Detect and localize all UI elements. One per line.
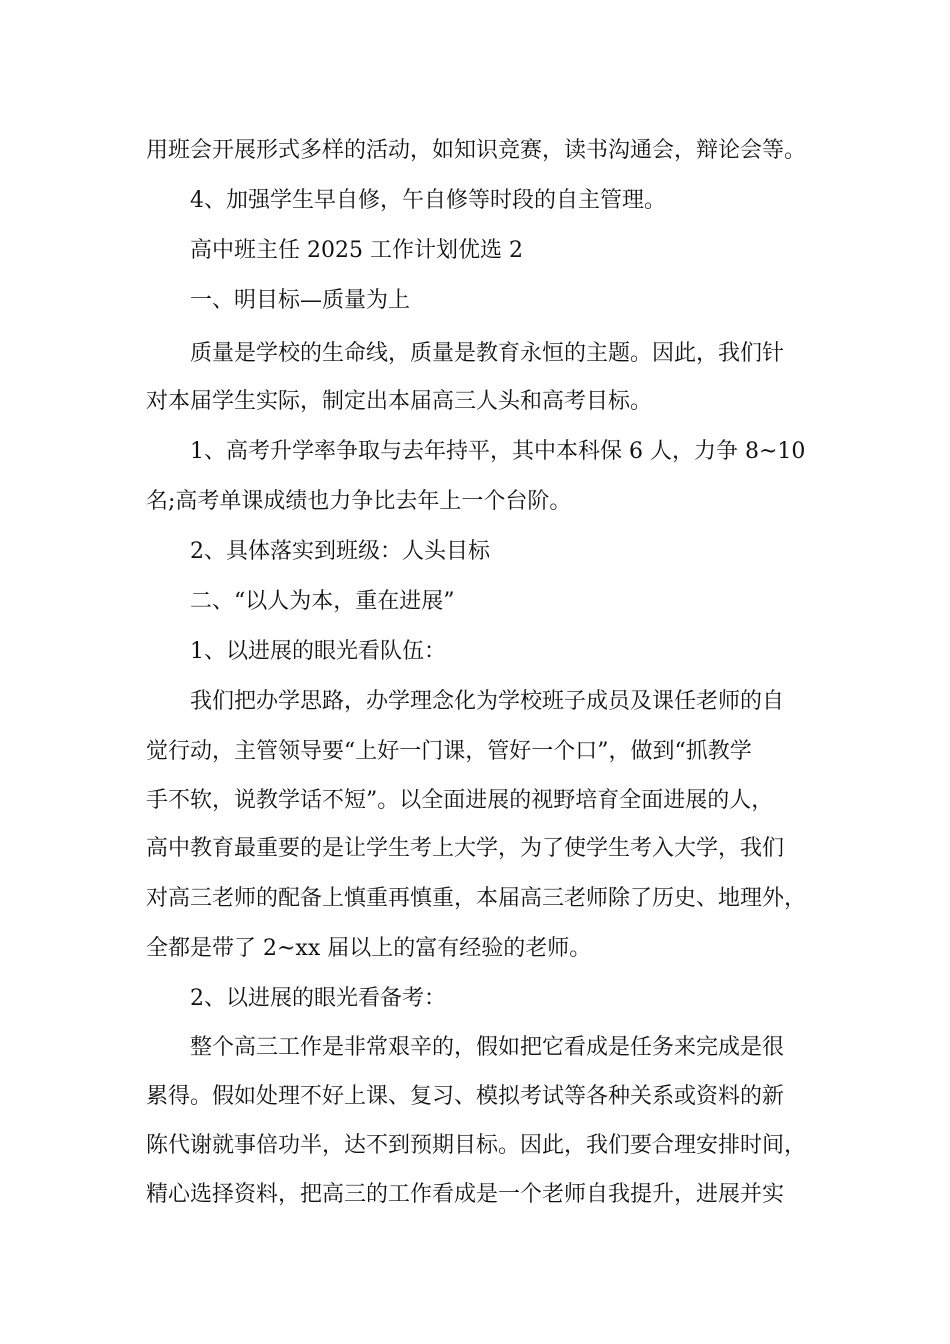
paragraph-line: 对高三老师的配备上慎重再慎重，本届高三老师除了历史、地理外， [146, 886, 807, 911]
paragraph-line: 对本届学生实际，制定出本届高三人头和高考目标。 [146, 389, 653, 414]
paragraph-line: 我们把办学思路，办学理念化为学校班子成员及课任老师的自 [190, 689, 785, 714]
paragraph-line: 手不软，说教学话不短”。以全面进展的视野培育全面进展的人， [146, 788, 774, 813]
paragraph-line: 全都是带了 2~xx 届以上的富有经验的老师。 [146, 936, 592, 961]
paragraph-line: 陈代谢就事倍功半，达不到预期目标。因此，我们要合理安排时间， [146, 1133, 807, 1158]
paragraph-line: 4、加强学生早自修，午自修等时段的自主管理。 [190, 188, 666, 213]
paragraph-line: 2、以进展的眼光看备考： [190, 986, 446, 1011]
paragraph-line: 1、以进展的眼光看队伍： [190, 639, 446, 664]
paragraph-line: 质量是学校的生命线，质量是教育永恒的主题。因此，我们针 [190, 341, 785, 366]
paragraph-line: 高中教育最重要的是让学生考上大学，为了使学生考入大学，我们 [146, 836, 785, 861]
paragraph-line: 名;高考单课成绩也力争比去年上一个台阶。 [146, 489, 572, 514]
paragraph-line: 觉行动，主管领导要“上好一门课，管好一个口”，做到“抓教学 [146, 739, 752, 764]
section-heading: 高中班主任 2025 工作计划优选 2 [190, 238, 523, 263]
paragraph-line: 用班会开展形式多样的活动，如知识竞赛，读书沟通会，辩论会等。 [146, 138, 807, 163]
section-heading: 二、“以人为本，重在进展” [190, 589, 455, 614]
paragraph-line: 累得。假如处理不好上课、复习、模拟考试等各种关系或资料的新 [146, 1084, 785, 1109]
paragraph-line: 整个高三工作是非常艰辛的，假如把它看成是任务来完成是很 [190, 1035, 785, 1060]
section-heading: 一、明目标—质量为上 [190, 288, 411, 313]
paragraph-line: 2、具体落实到班级：人头目标 [190, 539, 490, 564]
paragraph-line: 1、高考升学率争取与去年持平，其中本科保 6 人，力争 8~10 [190, 439, 806, 464]
paragraph-line: 精心选择资料，把高三的工作看成是一个老师自我提升，进展并实 [146, 1182, 785, 1207]
